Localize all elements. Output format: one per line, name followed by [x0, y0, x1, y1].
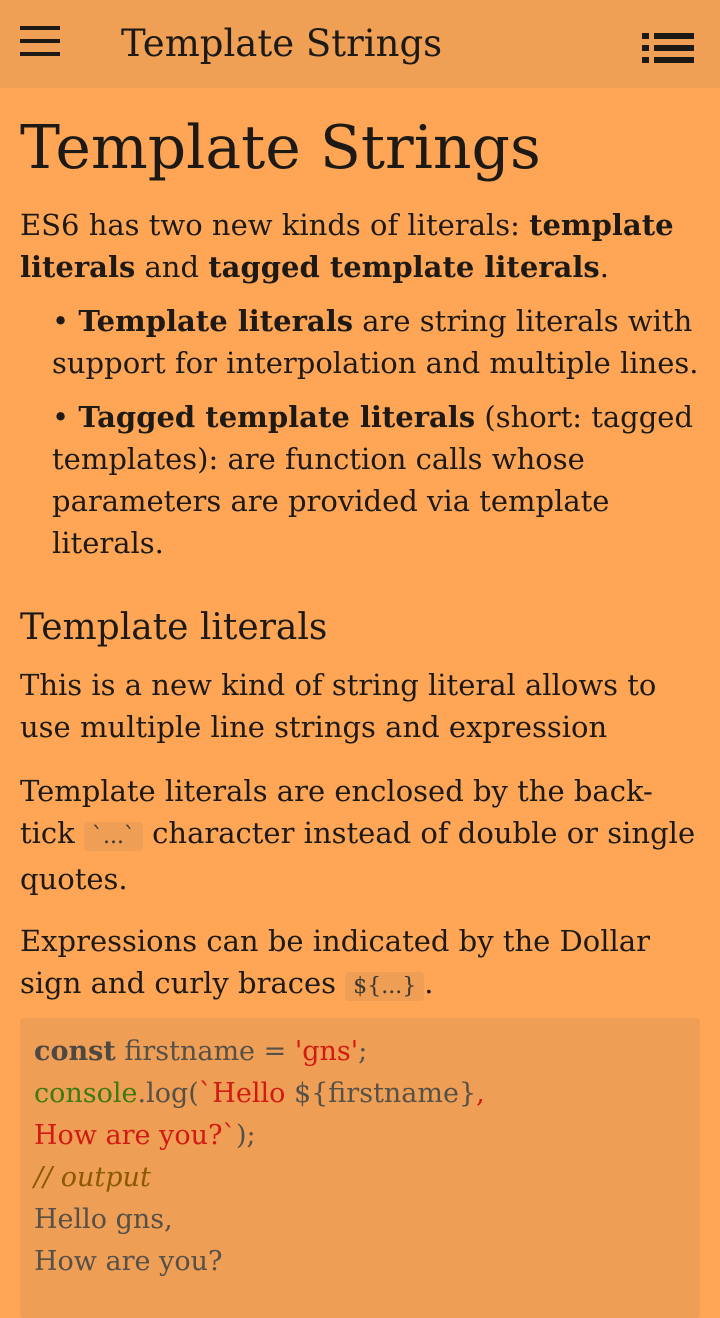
hamburger-menu-icon-bar	[20, 52, 60, 56]
code-line	[34, 1157, 151, 1199]
article-content	[20, 108, 700, 1008]
list-item-text: (short: tagged templates): are function calls whose parameters are provided via template literals.	[52, 400, 694, 560]
toc-icon-line	[654, 57, 694, 63]
code-comment: // output	[34, 1162, 151, 1193]
code-output: Hello gns,	[34, 1204, 173, 1235]
code-block	[20, 1018, 700, 1318]
toc-icon-line	[654, 45, 694, 51]
inline-code-backtick: `...`	[84, 822, 143, 851]
code-string: ,	[476, 1078, 485, 1109]
paragraph-text: .	[424, 966, 434, 1000]
toc-icon-line	[654, 33, 694, 39]
code-text: .log(	[137, 1078, 199, 1109]
code-line	[34, 1031, 367, 1073]
section-heading: Template literals	[20, 607, 328, 648]
intro-text: .	[599, 250, 609, 284]
code-line	[34, 1073, 485, 1115]
code-line	[34, 1241, 222, 1283]
code-text: );	[235, 1120, 256, 1151]
paragraph-intro-literals: This is a new kind of string literal allows to use multiple line strings and expression	[20, 668, 657, 744]
paragraph-text: character instead of double or single quotes.	[20, 816, 696, 896]
code-text: ;	[358, 1036, 368, 1067]
hamburger-menu-icon	[20, 26, 60, 30]
intro-text: ES6 has two new kinds of literals:	[20, 208, 530, 242]
intro-paragraph	[20, 204, 700, 288]
paragraph-expressions	[20, 920, 700, 1008]
intro-bold-tagged-template-literals: tagged template literals	[208, 250, 600, 284]
app-bar	[0, 0, 720, 88]
code-keyword: const	[34, 1036, 116, 1067]
code-interpolation: ${firstname}	[293, 1078, 477, 1109]
list-item-bold: Tagged template literals	[78, 400, 476, 434]
paragraph-text: Template literals are enclosed by the back-tick	[20, 774, 653, 850]
menu-button[interactable]	[14, 20, 66, 64]
code-line	[34, 1199, 173, 1241]
paragraph-back-tick	[20, 770, 700, 900]
toc-icon-dot	[642, 45, 649, 51]
literal-kinds-list	[20, 300, 700, 564]
list-item-bold: Template literals	[78, 304, 354, 338]
code-output: How are you?	[34, 1246, 223, 1277]
intro-text: and	[135, 250, 209, 284]
code-text: firstname =	[115, 1036, 295, 1067]
list-item-text: are string literals with support for interpolation and multiple lines.	[52, 304, 699, 380]
code-function: console	[34, 1078, 138, 1109]
table-of-contents-button[interactable]	[636, 28, 698, 68]
paragraph-text: Expressions can be indicated by the Dollar sign and curly braces	[20, 924, 650, 1000]
code-string: How are you?`	[34, 1120, 236, 1151]
inline-code-interpolation: ${...}	[345, 972, 424, 1001]
hamburger-menu-icon-bar	[20, 39, 60, 43]
intro-bold-template-literals: template literals	[20, 208, 674, 284]
page-title: Template Strings	[20, 113, 541, 183]
list-item: • Tagged template literals (short: tagged templates): are function calls whose parameters are provided via template literals.	[52, 400, 694, 560]
toc-icon-dot	[642, 57, 649, 63]
code-line	[34, 1115, 256, 1157]
code-string: 'gns'	[294, 1036, 359, 1067]
code-string: `Hello	[198, 1078, 294, 1109]
app-bar-title: Template Strings	[121, 22, 443, 65]
list-item: • Template literals are string literals with support for interpolation and multiple lines.	[52, 304, 699, 380]
table-of-contents-icon	[642, 33, 649, 39]
